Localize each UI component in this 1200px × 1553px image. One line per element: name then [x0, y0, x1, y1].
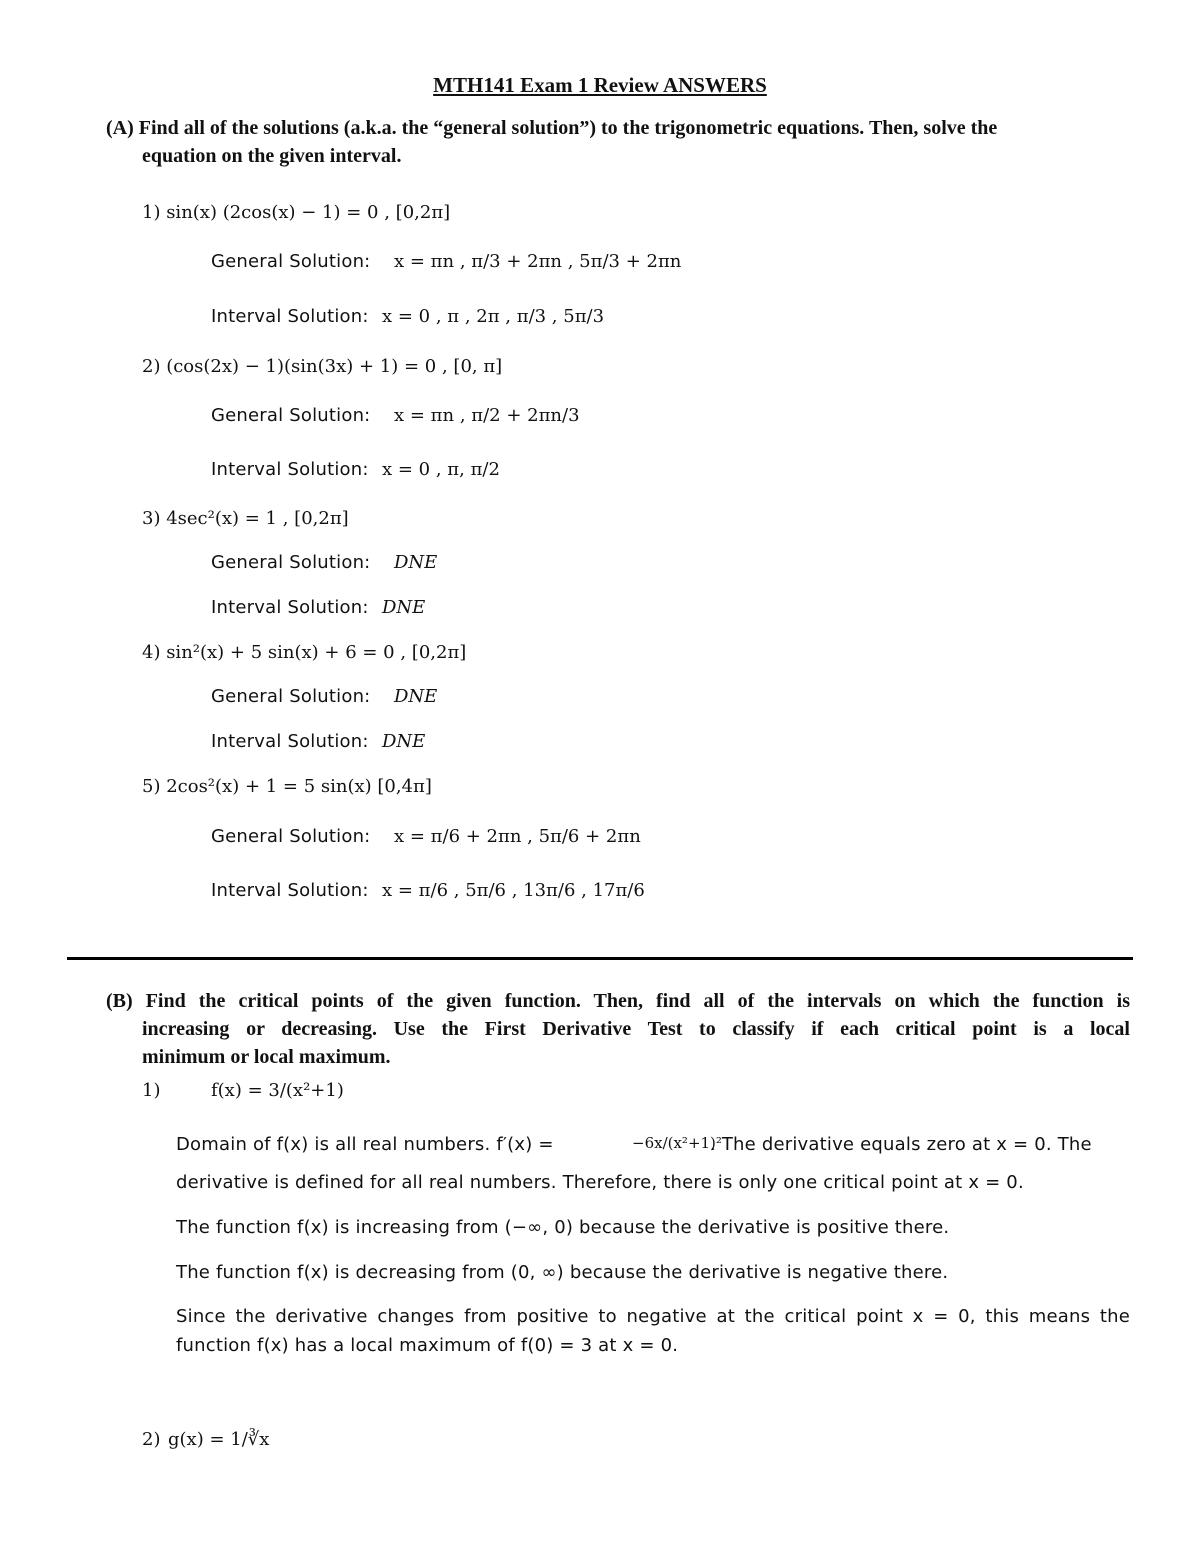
problem-a2: 2) (cos(2x) − 1)(sin(3x) + 1) = 0 , [0, π]	[142, 356, 503, 377]
interval-label-a3: Interval Solution:	[211, 597, 369, 618]
b1-increasing-statement: The function f(x) is increasing from (−∞, 0) because the derivative is positive there.	[176, 1217, 950, 1238]
b1-paragraph1-start: Domain of f(x) is all real numbers. f′(x) =	[176, 1134, 554, 1155]
general-label-a1: General Solution:	[211, 251, 371, 272]
general-solution-a3: DNE	[394, 552, 438, 573]
problem-a5: 5) 2cos²(x) + 1 = 5 sin(x) [0,4π]	[142, 776, 432, 797]
general-label-a3: General Solution:	[211, 552, 371, 573]
general-solution-a5: x = π/6 + 2πn , 5π/6 + 2πn	[394, 826, 641, 847]
general-label-a5: General Solution:	[211, 826, 371, 847]
interval-label-a2: Interval Solution:	[211, 459, 369, 480]
part-b-instructions-line2: increasing or decreasing. Use the First Derivative Test to classify if each critical point is a local	[142, 1018, 1130, 1040]
interval-solution-a2: x = 0 , π, π/2	[382, 459, 500, 480]
problem-b1-label: 1)	[142, 1080, 161, 1101]
interval-solution-a1: x = 0 , π , 2π , π/3 , 5π/3	[382, 306, 605, 327]
general-solution-a4: DNE	[394, 686, 438, 707]
b1-conclusion-line1: Since the derivative changes from positive to negative at the critical point x = 0, this means the	[176, 1306, 1130, 1327]
problem-a1: 1) sin(x) (2cos(x) − 1) = 0 , [0,2π]	[142, 202, 451, 223]
general-label-a2: General Solution:	[211, 405, 371, 426]
b1-derivative-fraction: −6x/(x²+1)²	[632, 1134, 722, 1152]
interval-solution-a4: DNE	[382, 731, 426, 752]
page-title: MTH141 Exam 1 Review ANSWERS	[433, 73, 767, 97]
b1-paragraph1-end: . The derivative equals zero at x = 0. The	[710, 1134, 1092, 1155]
problem-a4: 4) sin²(x) + 5 sin(x) + 6 = 0 , [0,2π]	[142, 642, 467, 663]
general-solution-a1: x = πn , π/3 + 2πn , 5π/3 + 2πn	[394, 251, 682, 272]
interval-label-a5: Interval Solution:	[211, 880, 369, 901]
b1-conclusion-line2: function f(x) has a local maximum of f(0) = 3 at x = 0.	[176, 1335, 679, 1356]
problem-b2-function: g(x) = 1/∛x	[168, 1429, 270, 1450]
interval-label-a4: Interval Solution:	[211, 731, 369, 752]
general-solution-a2: x = πn , π/2 + 2πn/3	[394, 405, 580, 426]
problem-b1-function: f(x) = 3/(x²+1)	[211, 1080, 344, 1101]
problem-a3: 3) 4sec²(x) = 1 , [0,2π]	[142, 508, 349, 529]
section-divider	[67, 957, 1133, 960]
part-a-instructions-line2: equation on the given interval.	[142, 145, 402, 167]
general-label-a4: General Solution:	[211, 686, 371, 707]
b1-paragraph1-line2: derivative is defined for all real numbers. Therefore, there is only one critical point at x = 0.	[176, 1172, 1024, 1193]
interval-label-a1: Interval Solution:	[211, 306, 369, 327]
interval-solution-a3: DNE	[382, 597, 426, 618]
part-a-instructions-line1: (A) Find all of the solutions (a.k.a. the “general solution”) to the trigonometric equations. Then, solve the	[106, 117, 998, 139]
b1-decreasing-statement: The function f(x) is decreasing from (0, ∞) because the derivative is negative there.	[176, 1262, 949, 1283]
part-b-instructions-line1: (B) Find the critical points of the given function. Then, find all of the intervals on which the function is	[106, 990, 1130, 1012]
problem-b2-label: 2)	[142, 1429, 161, 1450]
interval-solution-a5: x = π/6 , 5π/6 , 13π/6 , 17π/6	[382, 880, 645, 901]
part-b-instructions-line3: minimum or local maximum.	[142, 1046, 391, 1068]
